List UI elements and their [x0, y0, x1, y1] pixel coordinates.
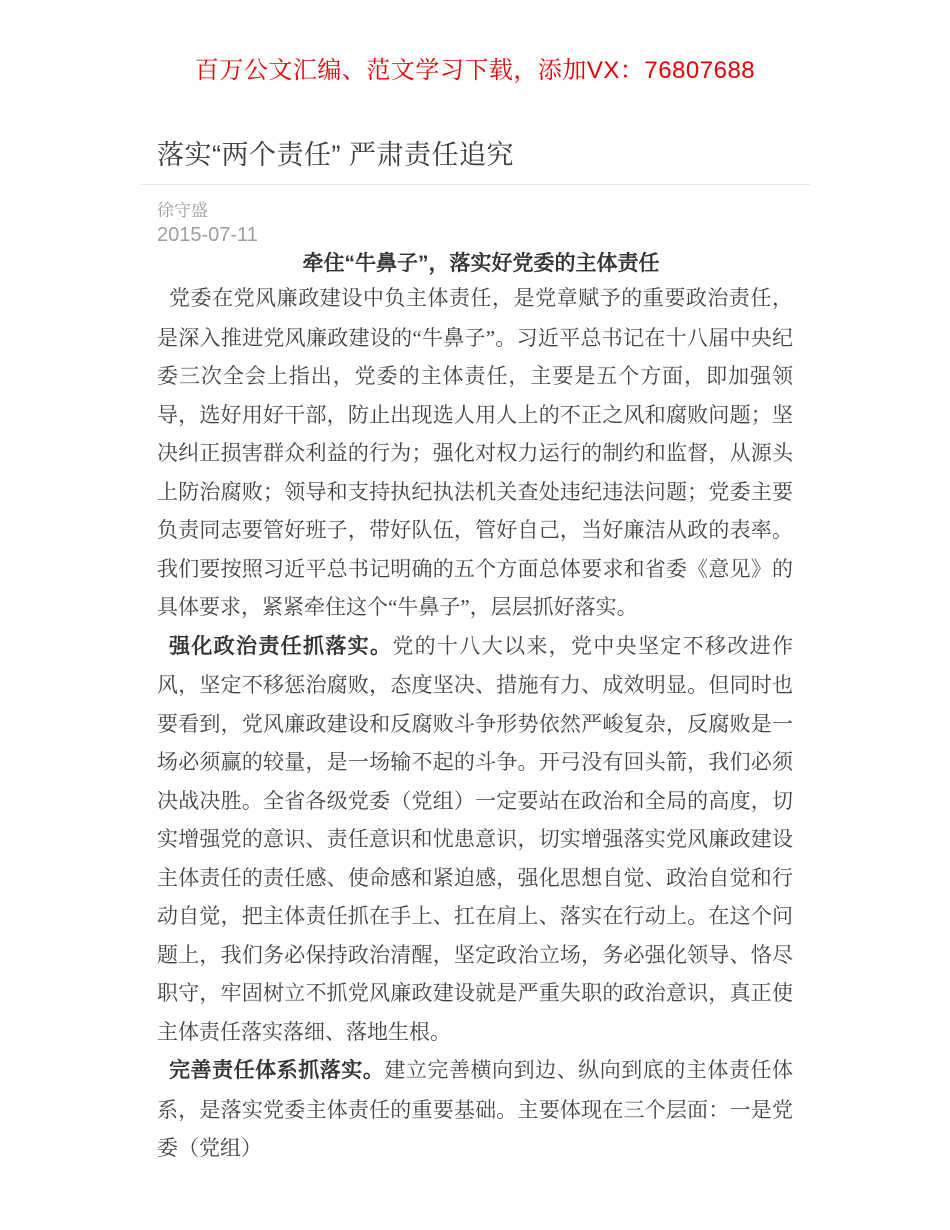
paragraph: [157, 279, 793, 627]
paragraph-text: 建立完善横向到边、纵向到底的主体责任体系，是落实党委主体责任的重要基础。主要体现在三个层面：一是党委（党组）: [157, 1058, 794, 1160]
article: [140, 138, 810, 1168]
publish-date: 2015-07-11: [157, 224, 258, 246]
paragraph: [157, 1051, 793, 1168]
paragraph: [157, 627, 793, 1052]
article-body: [140, 249, 810, 1168]
title-divider: [140, 184, 810, 185]
promo-notice-banner: 百万公文汇编、范文学习下载，添加VX：76807688: [194, 57, 756, 84]
article-title: 落实“两个责任” 严肃责任追究: [157, 140, 514, 170]
paragraph-text: 党委在党风廉政建设中负主体责任，是党章赋予的重要政治责任，是深入推进党风廉政建设的“牛鼻子”。习近平总书记在十八届中央纪委三次全会上指出，党委的主体责任，主要是五个方面，即加强领导，选好用好干部，防止出现选人用人上的不正之风和腐败问题；坚决纠正损害群众利益的行为；强化对权力运行的制约和监督，从源头上防治腐败；领导和支持执纪执法机关查处违纪违法问题；党委主要负责同志要管好班子，带好队伍，管好自己，当好廉洁从政的表率。我们要按照习近平总书记明确的五个方面总体要求和省委《意见》的具体要求，紧紧牵住这个“牛鼻子”，层层抓好落实。: [157, 286, 793, 619]
article-meta: [140, 199, 810, 249]
paragraph-lead: 完善责任体系抓落实。: [169, 1059, 385, 1082]
author-name: 徐守盛: [157, 201, 208, 220]
paragraph-text: 党的十八大以来，党中央坚定不移改进作风，坚定不移惩治腐败，态度坚决、措施有力、成效明显。但同时也要看到，党风廉政建设和反腐败斗争形势依然严峻复杂，反腐败是一场必须赢的较量，是一场输不起的斗争。开弓没有回头箭，我们必须决战决胜。全省各级党委（党组）一定要站在政治和全局的高度，切实增强党的意识、责任意识和忧患意识，切实增强落实党风廉政建设主体责任的责任感、使命感和紧迫感，强化思想自觉、政治自觉和行动自觉，把主体责任抓在手上、扛在肩上、落实在行动上。在这个问题上，我们务必保持政治清醒，坚定政治立场，务必强化领导、恪尽职守，牢固树立不抓党风廉政建设就是严重失职的政治意识，真正使主体责任落实落细、落地生根。: [157, 633, 794, 1044]
paragraph-lead: 强化政治责任抓落实。: [169, 634, 393, 658]
section-subheading: 牵住“牛鼻子”，落实好党委的主体责任: [302, 252, 660, 275]
